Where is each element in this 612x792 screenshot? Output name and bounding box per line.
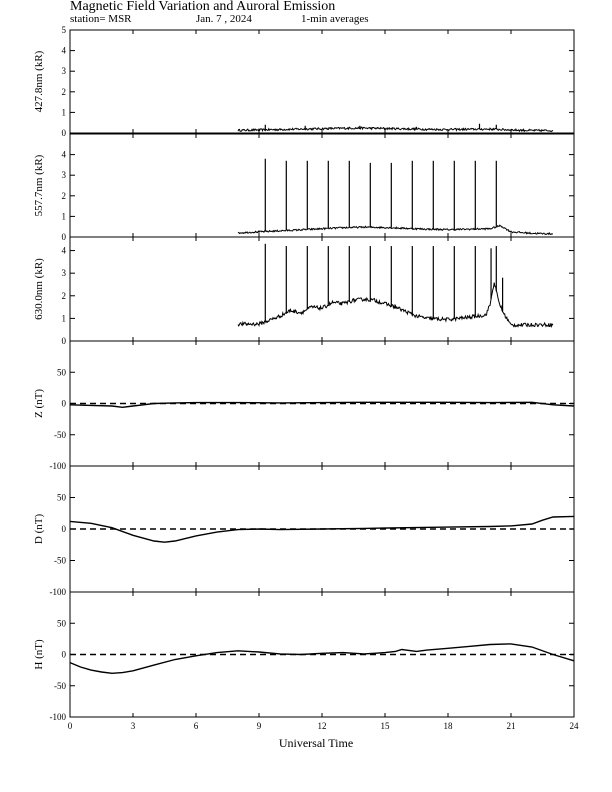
xtick-label: 21 [506, 721, 516, 731]
chart-title: Magnetic Field Variation and Auroral Emission [70, 0, 336, 14]
ytick-label: 2 [61, 290, 66, 301]
ytick-label: 1 [61, 313, 66, 324]
ylabel-panel-1: 427.8nm (kR) [33, 50, 45, 113]
series-line-panel-3 [238, 283, 553, 327]
ytick-label: -50 [54, 555, 66, 566]
averaging-label: 1-min averages [301, 13, 369, 25]
ylabel-panel-4: Z (nT) [33, 388, 45, 419]
ytick-label: -50 [54, 680, 66, 691]
ylabel-panel-6: H (nT) [33, 639, 45, 670]
ytick-label: -100 [49, 461, 66, 471]
panel-frame-3 [70, 237, 574, 341]
ytick-label: 0 [61, 398, 66, 409]
ytick-label: 3 [61, 268, 66, 279]
ytick-label: -50 [54, 429, 66, 440]
ytick-label: 0 [61, 232, 66, 242]
xtick-label: 9 [256, 721, 262, 731]
panel-frame-1 [70, 30, 574, 133]
xtick-label: 3 [130, 721, 136, 731]
xtick-label: 6 [193, 721, 199, 731]
ylabel-panel-2: 557.7nm (kR) [33, 154, 45, 217]
ytick-label: 5 [61, 25, 66, 35]
ylabel-panel-3: 630.0nm (kR) [33, 258, 45, 320]
series-line-panel-1 [238, 127, 553, 131]
date-label: Jan. 7 , 2024 [196, 13, 252, 25]
xlabel: Universal Time [278, 736, 354, 750]
series-line-panel-2 [238, 225, 553, 234]
ytick-label: 4 [61, 45, 66, 56]
ytick-label: 50 [57, 367, 66, 378]
ylabel-panel-5: D (nT) [33, 513, 45, 545]
ytick-label: -100 [49, 712, 66, 722]
ytick-label: 4 [61, 149, 66, 160]
ytick-label: 3 [61, 170, 66, 181]
ytick-label: 0 [61, 336, 66, 346]
xtick-label: 15 [380, 721, 390, 731]
panel-frame-2 [70, 134, 574, 237]
ytick-label: 4 [61, 245, 66, 256]
station-label: station= MSR [70, 13, 132, 25]
xtick-label: 24 [569, 721, 579, 731]
xtick-label: 0 [67, 721, 73, 731]
ytick-label: 2 [61, 86, 66, 97]
ytick-label: 0 [61, 524, 66, 534]
series-line-panel-6 [70, 644, 574, 673]
xtick-label: 12 [317, 721, 327, 731]
ytick-label: 50 [57, 618, 66, 629]
xtick-label: 18 [443, 721, 453, 731]
ytick-label: -100 [49, 587, 66, 597]
ytick-label: 0 [61, 649, 66, 660]
ytick-label: 1 [61, 211, 66, 222]
ytick-label: 0 [61, 128, 66, 138]
ytick-label: 2 [61, 190, 66, 201]
ytick-label: 3 [61, 66, 66, 77]
ytick-label: 1 [61, 107, 66, 118]
ytick-label: 50 [57, 492, 66, 503]
